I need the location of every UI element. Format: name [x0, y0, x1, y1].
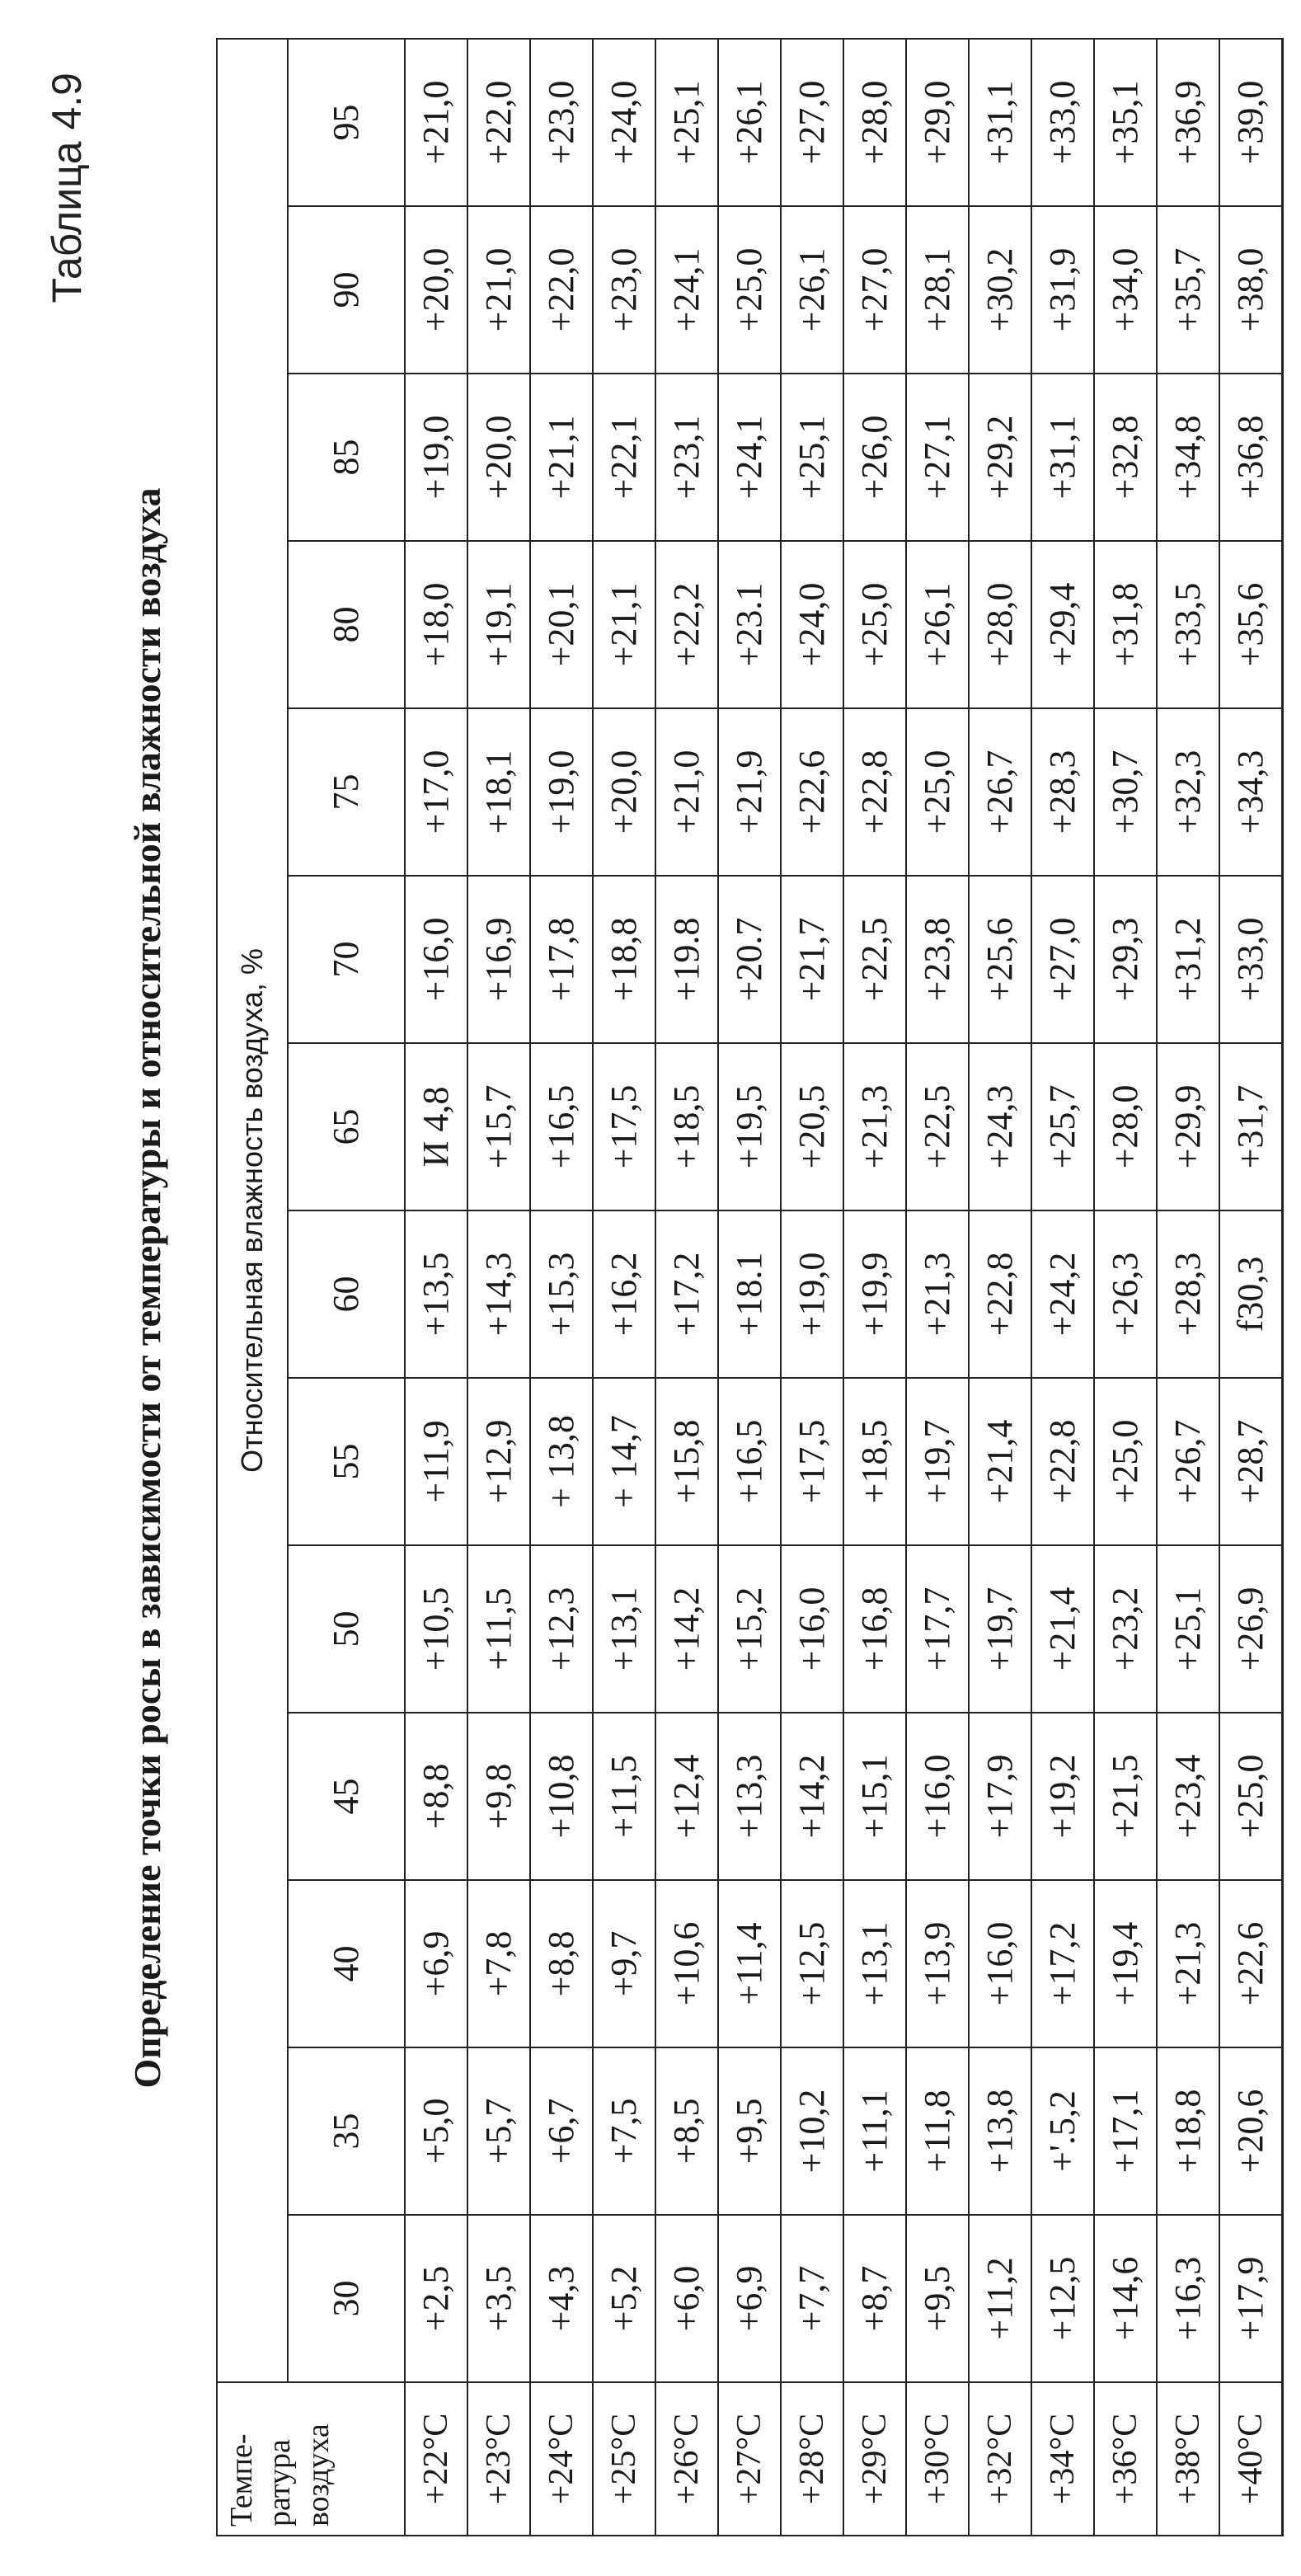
dew-point-cell: +29,4 — [1031, 541, 1094, 708]
dew-point-cell: +19,5 — [718, 1043, 781, 1210]
table-row — [718, 39, 781, 2536]
air-temperature-cell: +30°C — [906, 2382, 969, 2536]
dew-point-cell: +39,0 — [1219, 39, 1283, 206]
dew-point-cell: +32,8 — [1094, 374, 1157, 541]
air-temperature-cell: +34°C — [1031, 2382, 1094, 2536]
dew-point-cell: +5,7 — [467, 2047, 530, 2215]
dew-point-cell: +17,9 — [1219, 2215, 1283, 2382]
air-temperature-cell: +26°C — [655, 2382, 718, 2536]
dew-point-cell: +28,0 — [1094, 1043, 1157, 1210]
dew-point-cell: +30,2 — [969, 206, 1031, 374]
humidity-level-header: 40 — [288, 1880, 405, 2047]
dew-point-cell: +25,1 — [1157, 1545, 1219, 1713]
dew-point-cell: +26,3 — [1094, 1210, 1157, 1378]
dew-point-cell: +16,5 — [718, 1378, 781, 1545]
dew-point-cell: +25,0 — [1219, 1713, 1283, 1880]
temperature-header-line-1: Темпе- — [224, 2433, 259, 2527]
dew-point-cell: +10,2 — [781, 2047, 843, 2215]
dew-point-cell: +10,5 — [405, 1545, 467, 1713]
dew-point-cell: +29,0 — [906, 39, 969, 206]
dew-point-cell: +12,4 — [655, 1713, 718, 1880]
dew-point-cell: +36,8 — [1219, 374, 1283, 541]
dew-point-cell: +24,1 — [718, 374, 781, 541]
dew-point-cell: +6,7 — [530, 2047, 593, 2215]
dew-point-cell: +24,0 — [781, 541, 843, 708]
dew-point-cell: +17,9 — [969, 1713, 1031, 1880]
dew-point-cell: +31,1 — [969, 39, 1031, 206]
dew-point-cell: +18,8 — [593, 876, 655, 1043]
dew-point-cell: +3,5 — [467, 2215, 530, 2382]
table-row — [843, 39, 906, 2536]
dew-point-cell: +8,8 — [530, 1880, 593, 2047]
dew-point-cell: +23,2 — [1094, 1545, 1157, 1713]
dew-point-cell: +23,1 — [655, 374, 718, 541]
dew-point-cell: +27,0 — [1031, 876, 1094, 1043]
dew-point-cell: +20,1 — [530, 541, 593, 708]
table-row — [405, 39, 467, 2536]
table-row — [655, 39, 718, 2536]
dew-point-cell: +33,0 — [1219, 876, 1283, 1043]
dew-point-cell: +17,1 — [1094, 2047, 1157, 2215]
dew-point-cell: +28,0 — [969, 541, 1031, 708]
air-temperature-cell: +36°C — [1094, 2382, 1157, 2536]
humidity-levels-row — [288, 39, 405, 2536]
dew-point-cell: +23,0 — [593, 206, 655, 374]
dew-point-cell: +19,2 — [1031, 1713, 1094, 1880]
dew-point-cell: +35,6 — [1219, 541, 1283, 708]
dew-point-cell: +25,6 — [969, 876, 1031, 1043]
humidity-level-header: 35 — [288, 2047, 405, 2215]
dew-point-cell: +12,5 — [781, 1880, 843, 2047]
dew-point-cell: +6,9 — [718, 2215, 781, 2382]
humidity-level-header: 55 — [288, 1378, 405, 1545]
air-temperature-cell: +22°C — [405, 2382, 467, 2536]
table-row — [1031, 39, 1094, 2536]
dew-point-cell: +7,8 — [467, 1880, 530, 2047]
dew-point-cell: +16,9 — [467, 876, 530, 1043]
dew-point-cell: +19,0 — [530, 708, 593, 876]
air-temperature-cell: +29°C — [843, 2382, 906, 2536]
dew-point-cell: +16,5 — [530, 1043, 593, 1210]
dew-point-cell: +16,0 — [906, 1713, 969, 1880]
dew-point-cell: +16,0 — [969, 1880, 1031, 2047]
air-temperature-cell: +28°C — [781, 2382, 843, 2536]
air-temperature-cell: +24°C — [530, 2382, 593, 2536]
dew-point-table — [216, 38, 1284, 2536]
dew-point-cell: +15,7 — [467, 1043, 530, 1210]
dew-point-cell: +8,7 — [843, 2215, 906, 2382]
dew-point-cell: +13,5 — [405, 1210, 467, 1378]
dew-point-cell: +26,9 — [1219, 1545, 1283, 1713]
dew-point-cell: +26,7 — [1157, 1378, 1219, 1545]
dew-point-cell: +25,0 — [1094, 1378, 1157, 1545]
dew-point-cell: +17,7 — [906, 1545, 969, 1713]
dew-point-cell: +17,2 — [655, 1210, 718, 1378]
dew-point-cell: +26,1 — [906, 541, 969, 708]
dew-point-cell: +11,4 — [718, 1880, 781, 2047]
dew-point-cell: +22,8 — [1031, 1378, 1094, 1545]
dew-point-cell: +18,5 — [655, 1043, 718, 1210]
dew-point-cell: +33,0 — [1031, 39, 1094, 206]
table-row — [1094, 39, 1157, 2536]
dew-point-cell: +16,3 — [1157, 2215, 1219, 2382]
humidity-level-header: 90 — [288, 206, 405, 374]
dew-point-cell: +17,5 — [781, 1378, 843, 1545]
dew-point-cell: +31,1 — [1031, 374, 1094, 541]
table-body — [405, 39, 1283, 2536]
air-temperature-cell: +25°C — [593, 2382, 655, 2536]
dew-point-cell: +12,5 — [1031, 2215, 1094, 2382]
dew-point-cell: +26,7 — [969, 708, 1031, 876]
table-header — [217, 39, 405, 2536]
dew-point-cell: +8,5 — [655, 2047, 718, 2215]
dew-point-cell: +35,1 — [1094, 39, 1157, 206]
dew-point-cell: +10,6 — [655, 1880, 718, 2047]
dew-point-cell: +14,2 — [781, 1713, 843, 1880]
dew-point-cell: +11,5 — [467, 1545, 530, 1713]
dew-point-cell: +29,9 — [1157, 1043, 1219, 1210]
dew-point-cell: +13,9 — [906, 1880, 969, 2047]
dew-point-cell: +18,5 — [843, 1378, 906, 1545]
dew-point-cell: +17,2 — [1031, 1880, 1094, 2047]
dew-point-cell: +22,0 — [467, 39, 530, 206]
dew-point-cell: +18,8 — [1157, 2047, 1219, 2215]
dew-point-cell: +24,1 — [655, 206, 718, 374]
dew-point-cell: +13,1 — [843, 1880, 906, 2047]
dew-point-cell: +15,8 — [655, 1378, 718, 1545]
dew-point-cell: +19,9 — [843, 1210, 906, 1378]
dew-point-cell: +28,3 — [1031, 708, 1094, 876]
dew-point-cell: +26,0 — [843, 374, 906, 541]
dew-point-cell: +2,5 — [405, 2215, 467, 2382]
humidity-level-header: 50 — [288, 1545, 405, 1713]
dew-point-cell: +21,1 — [530, 374, 593, 541]
dew-point-cell: +14,6 — [1094, 2215, 1157, 2382]
dew-point-cell: +11,5 — [593, 1713, 655, 1880]
dew-point-cell: И 4,8 — [405, 1043, 467, 1210]
dew-point-cell: +22,2 — [655, 541, 718, 708]
dew-point-cell: +'.5,2 — [1031, 2047, 1094, 2215]
humidity-level-header: 80 — [288, 541, 405, 708]
dew-point-cell: +24,0 — [593, 39, 655, 206]
dew-point-cell: +18,1 — [467, 708, 530, 876]
air-temperature-cell: +32°C — [969, 2382, 1031, 2536]
dew-point-cell: +21,3 — [843, 1043, 906, 1210]
dew-point-cell: +31,2 — [1157, 876, 1219, 1043]
dew-point-cell: +25,1 — [655, 39, 718, 206]
dew-point-cell: +14,3 — [467, 1210, 530, 1378]
humidity-level-header: 70 — [288, 876, 405, 1043]
dew-point-cell: +26,1 — [781, 206, 843, 374]
dew-point-cell: +32,3 — [1157, 708, 1219, 876]
dew-point-cell: +24,2 — [1031, 1210, 1094, 1378]
dew-point-cell: +19.8 — [655, 876, 718, 1043]
dew-point-cell: +5,0 — [405, 2047, 467, 2215]
dew-point-cell: +15,2 — [718, 1545, 781, 1713]
dew-point-cell: +14,2 — [655, 1545, 718, 1713]
dew-point-cell: +15,1 — [843, 1713, 906, 1880]
dew-point-cell: +31,8 — [1094, 541, 1157, 708]
humidity-level-header: 60 — [288, 1210, 405, 1378]
dew-point-cell: +11,2 — [969, 2215, 1031, 2382]
table-row — [969, 39, 1031, 2536]
dew-point-cell: +25,1 — [781, 374, 843, 541]
dew-point-cell: +22,8 — [969, 1210, 1031, 1378]
dew-point-cell: +19,0 — [405, 374, 467, 541]
dew-point-cell: +21,4 — [969, 1378, 1031, 1545]
dew-point-cell: +23,4 — [1157, 1713, 1219, 1880]
humidity-group-header: Относительная влажность воздуха, % — [217, 39, 288, 2382]
humidity-level-header: 30 — [288, 2215, 405, 2382]
dew-point-cell: +23,0 — [530, 39, 593, 206]
dew-point-cell: +22,6 — [1219, 1880, 1283, 2047]
dew-point-cell: +6,0 — [655, 2215, 718, 2382]
dew-point-cell: +19,7 — [969, 1545, 1031, 1713]
dew-point-cell: +4,3 — [530, 2215, 593, 2382]
dew-point-cell: +11,8 — [906, 2047, 969, 2215]
dew-point-cell: +34,3 — [1219, 708, 1283, 876]
dew-point-cell: +16,8 — [843, 1545, 906, 1713]
humidity-level-header: 65 — [288, 1043, 405, 1210]
dew-point-cell: +34,8 — [1157, 374, 1219, 541]
dew-point-cell: +21,3 — [1157, 1880, 1219, 2047]
dew-point-cell: +22,6 — [781, 708, 843, 876]
dew-point-cell: +20,0 — [467, 374, 530, 541]
dew-point-cell: +36,9 — [1157, 39, 1219, 206]
dew-point-cell: +26,1 — [718, 39, 781, 206]
dew-point-cell: +28,0 — [843, 39, 906, 206]
humidity-level-header: 95 — [288, 39, 405, 206]
dew-point-cell: +35,7 — [1157, 206, 1219, 374]
dew-point-cell: +31,9 — [1031, 206, 1094, 374]
air-temperature-cell: +23°C — [467, 2382, 530, 2536]
dew-point-cell: +18,0 — [405, 541, 467, 708]
table-row — [1157, 39, 1219, 2536]
dew-point-cell: +21,4 — [1031, 1545, 1094, 1713]
dew-point-cell: +29,3 — [1094, 876, 1157, 1043]
air-temperature-cell: +40°C — [1219, 2382, 1283, 2536]
dew-point-cell: +21,0 — [405, 39, 467, 206]
dew-point-cell: +20,5 — [781, 1043, 843, 1210]
dew-point-cell: f30,3 — [1219, 1210, 1283, 1378]
dew-point-cell: +22,5 — [843, 876, 906, 1043]
dew-point-cell: +34,0 — [1094, 206, 1157, 374]
dew-point-cell: +16,0 — [405, 876, 467, 1043]
dew-point-cell: +12,3 — [530, 1545, 593, 1713]
dew-point-cell: +8,8 — [405, 1713, 467, 1880]
table-row — [593, 39, 655, 2536]
dew-point-cell: +22,1 — [593, 374, 655, 541]
dew-point-cell: +29,2 — [969, 374, 1031, 541]
dew-point-cell: +25,7 — [1031, 1043, 1094, 1210]
dew-point-cell: +13,1 — [593, 1545, 655, 1713]
dew-point-cell: +21,1 — [593, 541, 655, 708]
dew-point-cell: +12,9 — [467, 1378, 530, 1545]
dew-point-cell: +6,9 — [405, 1880, 467, 2047]
dew-point-cell: +23,8 — [906, 876, 969, 1043]
humidity-level-header: 45 — [288, 1713, 405, 1880]
table-row — [467, 39, 530, 2536]
table-row — [530, 39, 593, 2536]
dew-point-cell: +13,8 — [969, 2047, 1031, 2215]
dew-point-cell: +31,7 — [1219, 1043, 1283, 1210]
dew-point-cell: + 13,8 — [530, 1378, 593, 1545]
temperature-column-header — [217, 2382, 405, 2536]
table-number: Таблица 4.9 — [44, 73, 90, 303]
dew-point-cell: +27,1 — [906, 374, 969, 541]
dew-point-cell: +9,8 — [467, 1713, 530, 1880]
dew-point-cell: +20.7 — [718, 876, 781, 1043]
dew-point-cell: +19,0 — [781, 1210, 843, 1378]
dew-point-cell: +38,0 — [1219, 206, 1283, 374]
dew-point-cell: +20,0 — [593, 708, 655, 876]
dew-point-cell: +16,0 — [781, 1545, 843, 1713]
dew-point-cell: +21,5 — [1094, 1713, 1157, 1880]
dew-point-cell: +13,3 — [718, 1713, 781, 1880]
dew-point-cell: +21,9 — [718, 708, 781, 876]
dew-point-cell: + 14,7 — [593, 1378, 655, 1545]
dew-point-cell: +25,0 — [843, 541, 906, 708]
dew-point-cell: +27,0 — [781, 39, 843, 206]
dew-point-cell: +7,7 — [781, 2215, 843, 2382]
dew-point-cell: +30,7 — [1094, 708, 1157, 876]
dew-point-cell: +9,5 — [906, 2215, 969, 2382]
dew-point-cell: +28,1 — [906, 206, 969, 374]
humidity-level-header: 85 — [288, 374, 405, 541]
dew-point-cell: +9,7 — [593, 1880, 655, 2047]
humidity-level-header: 75 — [288, 708, 405, 876]
dew-point-cell: +5,2 — [593, 2215, 655, 2382]
air-temperature-cell: +27°C — [718, 2382, 781, 2536]
temperature-header-line-3: воздуха — [300, 2423, 336, 2527]
dew-point-cell: +25,0 — [906, 708, 969, 876]
table-row — [781, 39, 843, 2536]
dew-point-cell: +21,0 — [655, 708, 718, 876]
table-row — [906, 39, 969, 2536]
table-caption: Определение точки росы в зависимости от температуры и относительной влажности воздуха — [126, 487, 168, 2089]
dew-point-cell: +11,1 — [843, 2047, 906, 2215]
dew-point-cell: +23.1 — [718, 541, 781, 708]
dew-point-cell: +19,1 — [467, 541, 530, 708]
dew-point-cell: +7,5 — [593, 2047, 655, 2215]
dew-point-cell: +20,6 — [1219, 2047, 1283, 2215]
dew-point-cell: +17,5 — [593, 1043, 655, 1210]
dew-point-cell: +19,4 — [1094, 1880, 1157, 2047]
dew-point-cell: +19,7 — [906, 1378, 969, 1545]
dew-point-cell: +10,8 — [530, 1713, 593, 1880]
dew-point-cell: +15,3 — [530, 1210, 593, 1378]
table-row — [1219, 39, 1283, 2536]
dew-point-cell: +21,3 — [906, 1210, 969, 1378]
dew-point-cell: +18.1 — [718, 1210, 781, 1378]
dew-point-cell: +22,8 — [843, 708, 906, 876]
dew-point-cell: +17,8 — [530, 876, 593, 1043]
dew-point-cell: +22,5 — [906, 1043, 969, 1210]
dew-point-cell: +9,5 — [718, 2047, 781, 2215]
dew-point-cell: +16,2 — [593, 1210, 655, 1378]
dew-point-cell: +22,0 — [530, 206, 593, 374]
dew-point-cell: +20,0 — [405, 206, 467, 374]
dew-point-cell: +17,0 — [405, 708, 467, 876]
dew-point-cell: +21,0 — [467, 206, 530, 374]
dew-point-cell: +28,3 — [1157, 1210, 1219, 1378]
dew-point-cell: +24,3 — [969, 1043, 1031, 1210]
temperature-header-line-2: ратура — [262, 2439, 298, 2527]
dew-point-cell: +27,0 — [843, 206, 906, 374]
air-temperature-cell: +38°C — [1157, 2382, 1219, 2536]
dew-point-cell: +11,9 — [405, 1378, 467, 1545]
dew-point-cell: +33,5 — [1157, 541, 1219, 708]
dew-point-cell: +21,7 — [781, 876, 843, 1043]
dew-point-cell: +28,7 — [1219, 1378, 1283, 1545]
dew-point-cell: +25,0 — [718, 206, 781, 374]
